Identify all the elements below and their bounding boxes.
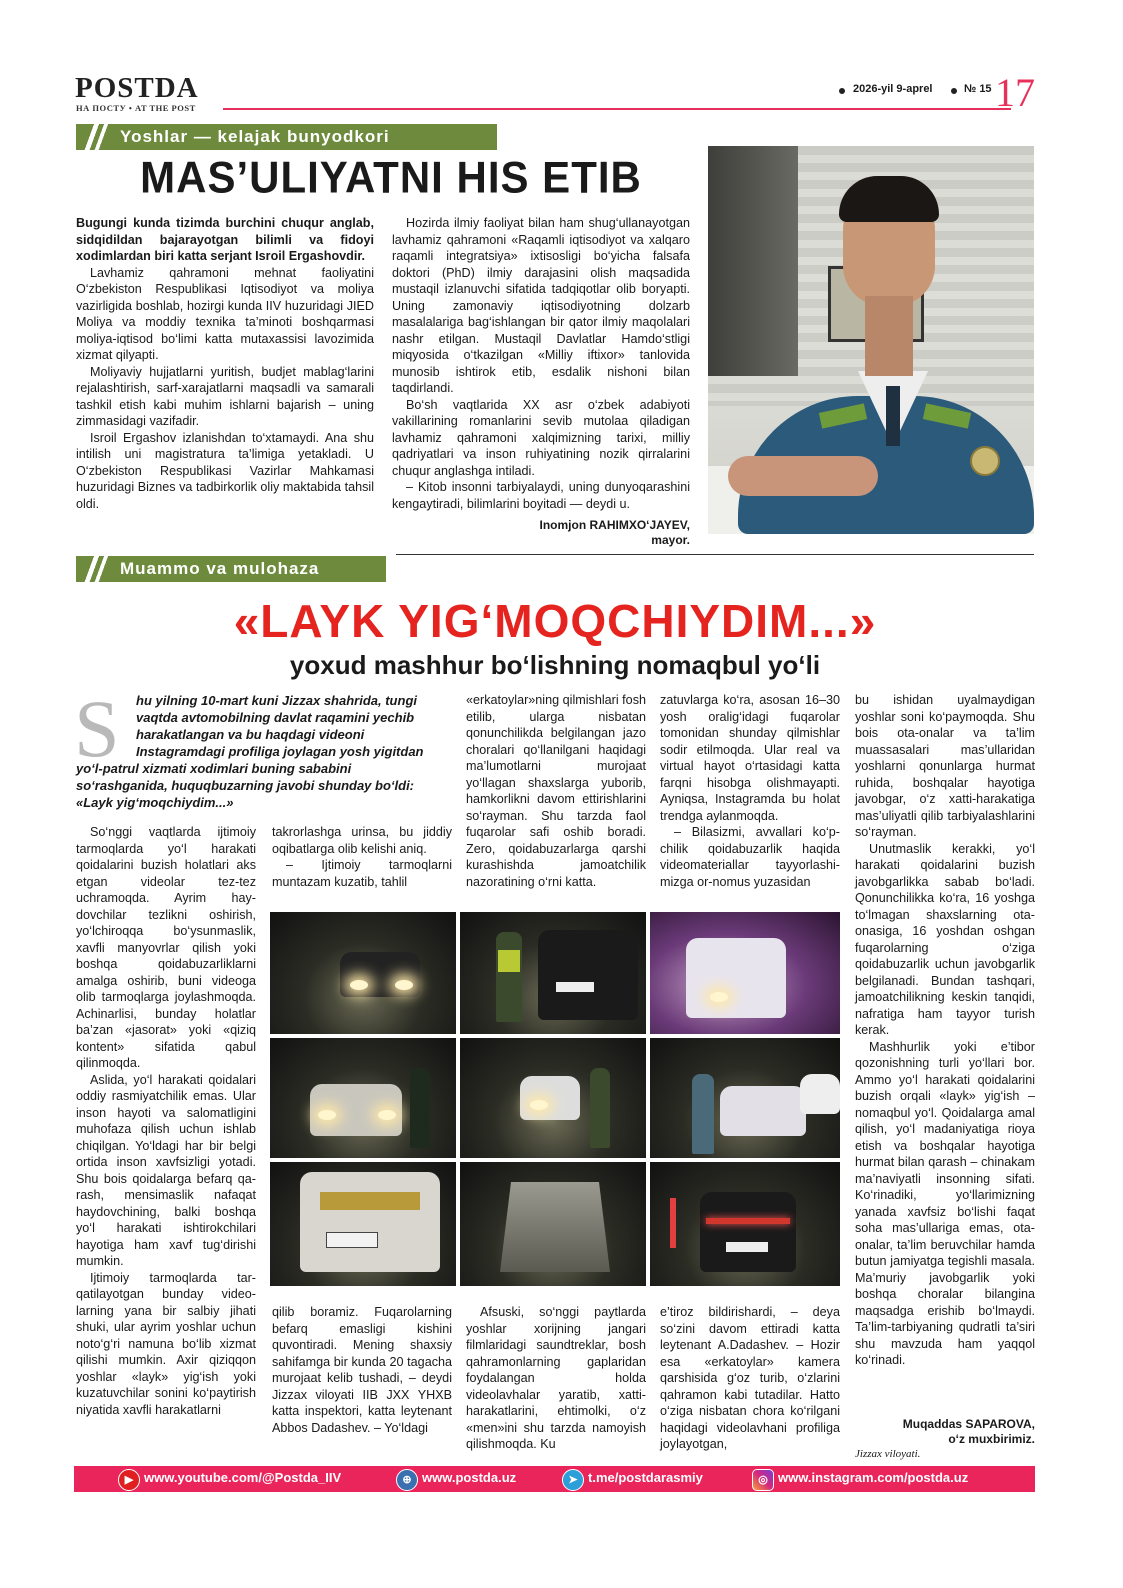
officer-figure-2: [410, 1068, 430, 1148]
car-2: [538, 930, 638, 1020]
rubric-slash-icon: [84, 556, 108, 582]
tail-light: [706, 1218, 790, 1224]
article2-author: [855, 1417, 1035, 1462]
article2-col4-bottom: [660, 1304, 840, 1453]
article1-author: [420, 518, 690, 548]
masthead-subtitle: НА ПОСТУ • AT THE POST: [76, 103, 196, 113]
officer-badge-icon: [970, 446, 1000, 476]
officer-tie: [886, 386, 900, 446]
license-plate-3: [726, 1242, 768, 1252]
night-photo-1: [270, 912, 456, 1034]
page-number: 17: [995, 70, 1035, 115]
masthead-title: POSTDA: [75, 72, 199, 104]
night-photo-7: [270, 1162, 456, 1286]
masthead: [75, 70, 1035, 115]
headlight-4: [318, 1110, 336, 1120]
car-7: [800, 1074, 840, 1114]
masthead-rule: [223, 108, 1011, 110]
portrait-photo: [708, 146, 1034, 534]
open-trunk: [500, 1182, 610, 1272]
article2-col5-p2: Unutmaslik kerakki, yo‘l harakati qoidalarini buzish javobgarlikka sabab bo‘ladi. Qonunchilikka ko‘ra, 16 yoshga to‘lmagan shaxslarning ota-onasiga, 16 yoshdan oshgan fuqarolarning o‘ziga qoidabuzarlik uchun javobgarlik belgilanadi. Bundan tashqari, jamoatchilikning keskin tanqidi, nafratiga ham tayyor turish kerak.: [855, 841, 1035, 1037]
footer-site-link[interactable]: www.postda.uz: [422, 1470, 517, 1485]
headlight-5: [378, 1110, 396, 1120]
night-photo-5: [460, 1038, 646, 1158]
article2-col3b-p1: Afsuski, so‘nggi paytlarda yoshlar xorijning jangari filmlaridagi saundtreklar, bosh qahramonlarning gaplaridan foydalangan holda videolavhalar yaratib, xatti-harakatlarini, ehtimolki, o‘z «men»ini shu tarzda namoyish qilishmoqda. Ku: [466, 1305, 646, 1451]
headlight-3: [710, 992, 728, 1002]
car-1: [340, 952, 420, 997]
traffic-baton: [670, 1198, 676, 1248]
article1-col2: [392, 215, 690, 512]
article2-lead: [76, 692, 440, 811]
article2-col5-p1: bu ishidan uyalmaydigan yoshlar soni ko‘paymoqda. Shu bois ota-onalar va ta’lim muassasalari mas’ullaridan yoshlarni qonunlarga hurmat ruhida, boshqalar hayotiga javobgar, o‘z xatti-harakatiga mas’uliyatli qilib tarbiyalashlarini so‘rayman.: [855, 693, 1035, 839]
article2-col5-p3: Mashhurlik yoki e’tibor qozonishning turli yo‘llari bor. Ammo yo‘l harakati qoidalarini buzish orqali «layk» yig‘ish – nomaqbul yo‘l. Qoidalarga amal qilish, yo‘l madaniyatiga rioya etish va boshqalar hayotiga hurmat bilan qarash – chinakam ma’naviyatli insonning sifati. Ko‘rinadiki, yo‘llarimizning yanada xavfsiz bo‘lishi faqat soha mas’ullariga emas, ota-onalar, ta’lim beruvchilar hamda butun jamiyatga tegishli masala. Ma’muriy javobgarlik yoki boshqa choralar bilangina maqsadga erishib bo‘lmaydi. Ta’lim-tarbiyaning qudratli ta’siri shu mavzuda ham yaqqol ko‘rinadi.: [855, 1039, 1035, 1367]
rubric-problem-label: Muammo va mulohaza: [120, 559, 320, 578]
night-photo-9: [650, 1162, 840, 1286]
rubric-problem: [76, 556, 386, 582]
article2-col3-top: [466, 692, 646, 890]
night-photo-2: [460, 912, 646, 1034]
article2-col2-bottom: [272, 1304, 452, 1436]
car-8: [300, 1172, 440, 1272]
article1-col2-p1: Hozirda ilmiy faoliyat bilan ham shug‘ullanayotgan lavhamiz qahramoni «Raqamli iqtisodiyot va xalqaro raqamli integratsiya» ixtisosligi bo‘yicha falsafa doktori (PhD) ilmiy darajasini olish maqsadida mustaqil izlanuvchi sifatida tadqiqotlar olib boryapti. Uning zamonaviy iqtisodiyotning dolzarb masalalariga bag‘ishlangan bir qator ilmiy maqolalari nashr etilgan. Mustaqil Davlatlar Hamdo‘stligi miqyosida o‘tkazilgan «Milliy iftixor» tanlovida munosib ishtirok etib, esdalik nishoni bilan taqdirlandi.: [392, 216, 690, 395]
rubric-slash-icon: [84, 124, 108, 150]
article2-col2-p2: – Ijtimoiy tarmoqlarni muntazam kuzatib, tahlil: [272, 858, 452, 889]
footer-bar: [74, 1466, 1035, 1492]
article1-col2-p3: – Kitob insonni tarbiyalaydi, uning dunyoqarashini kengaytiradi, bilimlarini boyitadi — deydi u.: [392, 480, 690, 511]
article2-col4-top: [660, 692, 840, 890]
headlight-2: [395, 980, 413, 990]
car-9: [700, 1192, 796, 1272]
issue-number: № 15: [964, 83, 992, 95]
footer-instagram-link[interactable]: www.instagram.com/postda.uz: [778, 1470, 969, 1485]
article2-col4b-p1: e’tiroz bildirishardi, – deya so‘zini davom ettiradi katta leytenant A.Dadashev. – Hozir esa «erkatoylar» kamera qarshisida g‘oz turib, o‘zlarini qahramon kabi tutadilar. Hatto o‘ziga nisbatan chora ko‘rilgani haqidagi videolavhani profiliga joylayotgan,: [660, 1305, 840, 1451]
night-photo-3: [650, 912, 840, 1034]
reflective-vest: [498, 950, 520, 972]
article2-lead-text: hu yilning 10-mart kuni Jizzax shahrida, tungi vaqtda avtomobilning davlat raqamini yechib harakatlangan va bu haqdagi videoni Instagramdagi profiliga joylagan yosh yigitdan yo‘l-patrul xizmati xodimlari buning sababini so‘rashganida, huquqbuzarning javobi shunday bo‘ldi: «Layk yig‘moqchiydim...»: [76, 693, 424, 810]
article2-col4-p2: – Bilasizmi, avvallari ko‘pchilik qoidabuzarlik haqida videomateriallar tayyorlashimizga or-nomus yuzasidan: [660, 825, 840, 889]
youtube-icon: ▶: [118, 1469, 140, 1491]
footer-telegram-link[interactable]: t.me/postdarasmiy: [588, 1470, 703, 1485]
date-bullet-icon: [839, 88, 845, 94]
article2-headline: «LAYK YIG‘MOQCHIYDIM...»: [233, 595, 877, 647]
article1-col1-p3: Isroil Ergashov izlanishdan to‘xtamaydi. Ana shu intilish uni magistratura ta’limiga yetakladi. U O‘zbekiston Respublikasi Vazirlar Mahkamasi huzuridagi Biznes va tadbirkorlik oliy maktabida tahsil oldi.: [76, 430, 374, 511]
issue-bullet-icon: [951, 88, 957, 94]
article1-col1-p2: Moliyaviy hujjatlarni yuritish, budjet mablag‘larini rejalashtirish, sarf-xarajatlarni maqsadli va samarali tashkil etish kabi muhim ishlarni bajarish – uning zimmasidagi vazifadir.: [76, 364, 374, 428]
license-plate-2: [326, 1232, 378, 1248]
article1-headline: MAS’ULIYATNI HIS ETIB: [140, 152, 642, 203]
article1-author-name: Inomjon RAHIMXO‘JAYEV,: [539, 518, 690, 532]
headlight-6: [530, 1100, 548, 1110]
issue-date: 2026-yil 9-aprel: [853, 83, 933, 95]
article2-col3-bottom: [466, 1304, 646, 1453]
article2-col2-p1: takrorlashga urinsa, bu jiddiy oqibatlarga olib kelishi aniq.: [272, 825, 452, 856]
article2-location: Jizzax viloyati.: [855, 1448, 921, 1460]
article2-col3-p1: «erkatoylar»ning qilmishlari fosh etilib, ularga nisbatan qonunchilikda belgilangan jazo choralari qo‘llanilgani haqidagi ma’lumotlarni murojaat yo‘llagan shaxslarga yuborib, hamkorlikni davom ettirishlarini so‘rayman. Shu tarzda faol fuqarolar safi oshib boradi. Zero, qoidabuzarlarga qarshi kurashishda jamoatchilik nazoratining o‘rni katta.: [466, 693, 646, 889]
officer-figure-3: [590, 1068, 610, 1148]
article2-col1-p2: Aslida, yo‘l harakati qoidalari oddiy rasmiyatchilik emas. Ular inson hayoti va salomatligini muhofaza qilish uchun ishlab chiqilgan. Yo‘ldagi har bir belgi ortida inson xavfsizligi yotadi. Shu bois qoidalarga befarq qarash, mensimaslik nafaqat haydovchining, balki boshqa yo‘l harakati ishtirokchilari hayotiga ham xavf tug‘dirishi mumkin.: [76, 1072, 256, 1268]
article1-col1: [76, 215, 374, 512]
article2-col1-p1: So‘nggi vaqtlarda ijtimoiy tarmoqlarda yo‘l harakati qoidalarini buzish holatlari aks etgan videolar tez-tez uchramoqda. Ayrim haydovchilar tezlikni oshirish, yo‘lchiroqqa bo‘ysunmaslik, xavfli manyovrlar qilish yoki boshqa qoidabuzarliklarni amalga oshirib, buni videoga olib tarmoqlarga joylashmoqda. Achinarlisi, bunday holatlar ba’zan «jasorat» yoki «qiziq kontent» sifatida qabul qilinmoqda.: [76, 825, 256, 1070]
night-photo-6: [650, 1038, 840, 1158]
article1-author-rank: mayor.: [651, 533, 690, 547]
article2-col2-top: [272, 824, 452, 890]
article1-col2-p2: Bo‘sh vaqtlarida XX asr o‘zbek adabiyoti vakillarining romanlarini sevib mutolaa qiladigan lavhamiz qahramoni xalqimizning tarixi, milliy qadriyatlari va inson ruhiyatining nozik qirralarini chuqur anglashga intiladi.: [392, 397, 690, 478]
headlight-1: [350, 980, 368, 990]
officer-hands: [728, 456, 878, 496]
rubric-youth-label: Yoshlar — kelajak bunyodkori: [120, 127, 390, 146]
article1-lead: Bugungi kunda tizimda burchini chuqur anglab, sidqidildan bajarayotgan bilimli va fidoyi xodimlardan biri katta serjant Isroil Ergashovdir.: [76, 216, 374, 263]
car-3: [686, 938, 786, 1018]
license-plate-1: [556, 982, 594, 992]
car-5: [520, 1076, 580, 1120]
night-photo-4: [270, 1038, 456, 1158]
car-6: [720, 1086, 806, 1136]
officer-figure-1: [496, 932, 522, 1022]
article2-author-title: o‘z muxbirimiz.: [948, 1432, 1035, 1446]
article2-col4-p1: zatuvlarga ko‘ra, asosan 16–30 yosh oralig‘idagi fuqarolar tomonidan shunday qilmishlar sodir etilmoqda. Ular real va virtual hayot o‘rtasidagi katta farqni hisobga olishmayapti. Ayniqsa, Instagramda bu holat trendga aylanmoqda.: [660, 693, 840, 823]
photo-window: [708, 146, 798, 376]
rubric-youth: [76, 124, 497, 150]
telegram-icon: ➤: [562, 1469, 584, 1491]
officer-neck: [865, 296, 913, 376]
article2-col1-p3: Ijtimoiy tarmoqlarda tarqatilayotgan bunday videolarning yana bir salbiy jihati shuki, ular ayrim yoshlar uchun noto‘g‘ri namuna bo‘lib xizmat qilishi mumkin. Axir qiziqqon yoshlar «layk» yig‘ish yoki kuzatuvchilar sonini ko‘paytirish niyatida xavfli harakatlarni: [76, 1270, 256, 1417]
officer-figure-4: [692, 1074, 714, 1154]
globe-icon: ⊕: [396, 1469, 418, 1491]
photo-grid: [270, 912, 840, 1286]
article2-col5: [855, 692, 1035, 1369]
article1-col1-p1: Lavhamiz qahramoni mehnat faoliyatini O‘zbekiston Respublikasi Iqtisodiyot va moliya vazirligida boshlab, hozirgi kunda IIV huzuridagi JIED Moliya va moddiy texnika ta’minoti boshqarmasi moliya-iqtisod bo‘limi katta mutaxassisi lavozimida xizmat qilyapti.: [76, 265, 374, 362]
instagram-icon: ◎: [752, 1469, 774, 1491]
article2-author-name: Muqaddas SAPAROVA,: [902, 1417, 1035, 1431]
night-photo-8: [460, 1162, 646, 1286]
article2-col2b-p1: qilib boramiz. Fuqarolarning befarq emasligi kishini quvontiradi. Mening shaxsiy sahifamga bir kunda 20 tagacha murojaat kelib tushadi, – deydi Jizzax viloyati IIB JXX YHXB katta inspektori, katta leytenant Abbos Dadashev. – Yo‘ldagi: [272, 1305, 452, 1435]
trunk-panel: [320, 1192, 420, 1210]
article2-col1: [76, 824, 256, 1418]
footer-youtube-link[interactable]: www.youtube.com/@Postda_IIV: [144, 1470, 342, 1485]
article2-subheadline: yoxud mashhur bo‘lishning nomaqbul yo‘li: [289, 650, 821, 680]
article-divider: [396, 554, 1034, 555]
article2-dropcap: S: [74, 683, 120, 774]
